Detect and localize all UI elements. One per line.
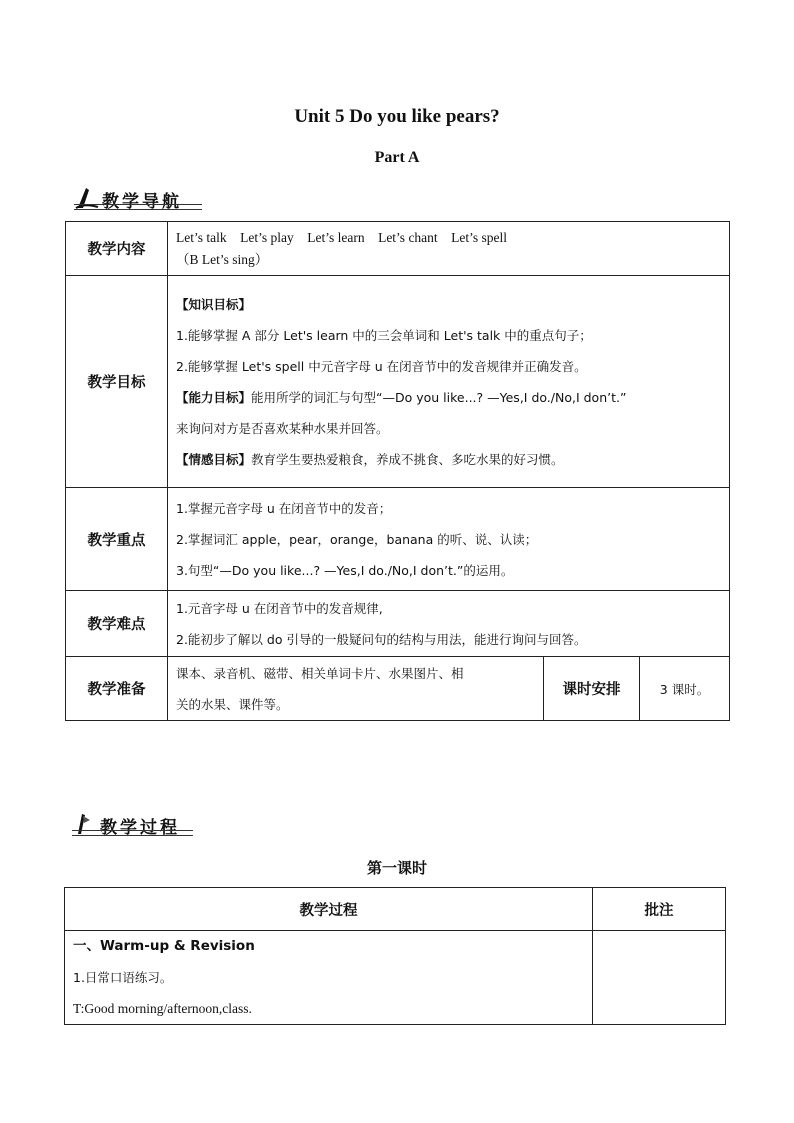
ability-goal (176, 382, 721, 413)
prep-cell (168, 657, 544, 721)
notes-column-header: 批注 (593, 888, 726, 931)
goal-line: 能用所学的词汇与句型“—Do you like...? —Yes,I do./No,I don’t.” (251, 389, 627, 405)
key-point: 1.掌握元音字母 u 在闭音节中的发音； (176, 500, 392, 516)
content-line: （B Let’s sing） (176, 251, 269, 267)
goal-line: 教育学生要热爱粮食，养成不挑食、多吃水果的好习惯。 (251, 451, 564, 467)
difficult-point: 2.能初步了解以 do 引导的一般疑问句的结构与用法，能进行询问与回答。 (176, 631, 587, 647)
schedule-value: 3 课时。 (640, 657, 730, 721)
prep-label: 教学准备 (66, 657, 168, 721)
lesson-heading: 第一课时 (366, 859, 427, 877)
section-title: 一、Warm-up & Revision (73, 938, 255, 954)
step-line: 1.日常口语练习。 (73, 970, 173, 985)
goal-line: 2.能够掌握 Let's spell 中元音字母 u 在闭音节中的发音规律并正确发音。 (176, 358, 587, 374)
dialogue-line: T:Good morning/afternoon,class. (73, 1001, 252, 1016)
content-label: 教学内容 (66, 222, 168, 276)
content-cell (168, 222, 730, 276)
page-subtitle: Part A (374, 149, 420, 166)
page-title: Unit 5 Do you like pears? (294, 106, 500, 127)
content-line: Let’s talk Let’s play Let’s learn Let’s chant Let’s spell (176, 229, 508, 245)
lesson-table (64, 887, 726, 1025)
goal-line: 1.能够掌握 A 部分 Let's learn 中的三会单词和 Let's talk 中的重点句子； (176, 327, 592, 343)
banner-underline (74, 204, 202, 210)
teaching-nav-banner (74, 184, 202, 214)
difficult-point: 1.元音字母 u 在闭音节中的发音规律, (176, 600, 383, 616)
ability-goal-heading: 【能力目标】 (176, 389, 252, 405)
teaching-process-banner (72, 810, 193, 840)
emotion-goal-heading: 【情感目标】 (176, 451, 252, 467)
schedule-label: 课时安排 (544, 657, 640, 721)
difficult-label: 教学难点 (66, 591, 168, 657)
notes-cell (593, 931, 726, 1025)
overview-table (65, 221, 730, 721)
process-cell (65, 931, 593, 1025)
prep-line: 课本、录音机、磁带、相关单词卡片、水果图片、相 (176, 665, 464, 681)
banner-label: 教学过程 (100, 818, 180, 838)
key-point: 3.句型“—Do you like...? —Yes,I do./No,I don’t.”的运用。 (176, 562, 514, 578)
key-label: 教学重点 (66, 488, 168, 591)
emotion-goal (176, 444, 721, 475)
key-point: 2.掌握词汇 apple，pear，orange，banana 的听、说、认读； (176, 531, 538, 547)
process-column-header: 教学过程 (65, 888, 593, 931)
banner-underline (72, 830, 193, 836)
goals-cell (168, 276, 730, 488)
goal-line: 来询问对方是否喜欢某种水果并回答。 (176, 420, 389, 436)
prep-line: 关的水果、课件等。 (176, 696, 289, 712)
knowledge-goal-heading: 【知识目标】 (176, 296, 252, 312)
goals-label: 教学目标 (66, 276, 168, 488)
key-cell (168, 488, 730, 591)
banner-label: 教学导航 (102, 192, 182, 212)
difficult-cell (168, 591, 730, 657)
